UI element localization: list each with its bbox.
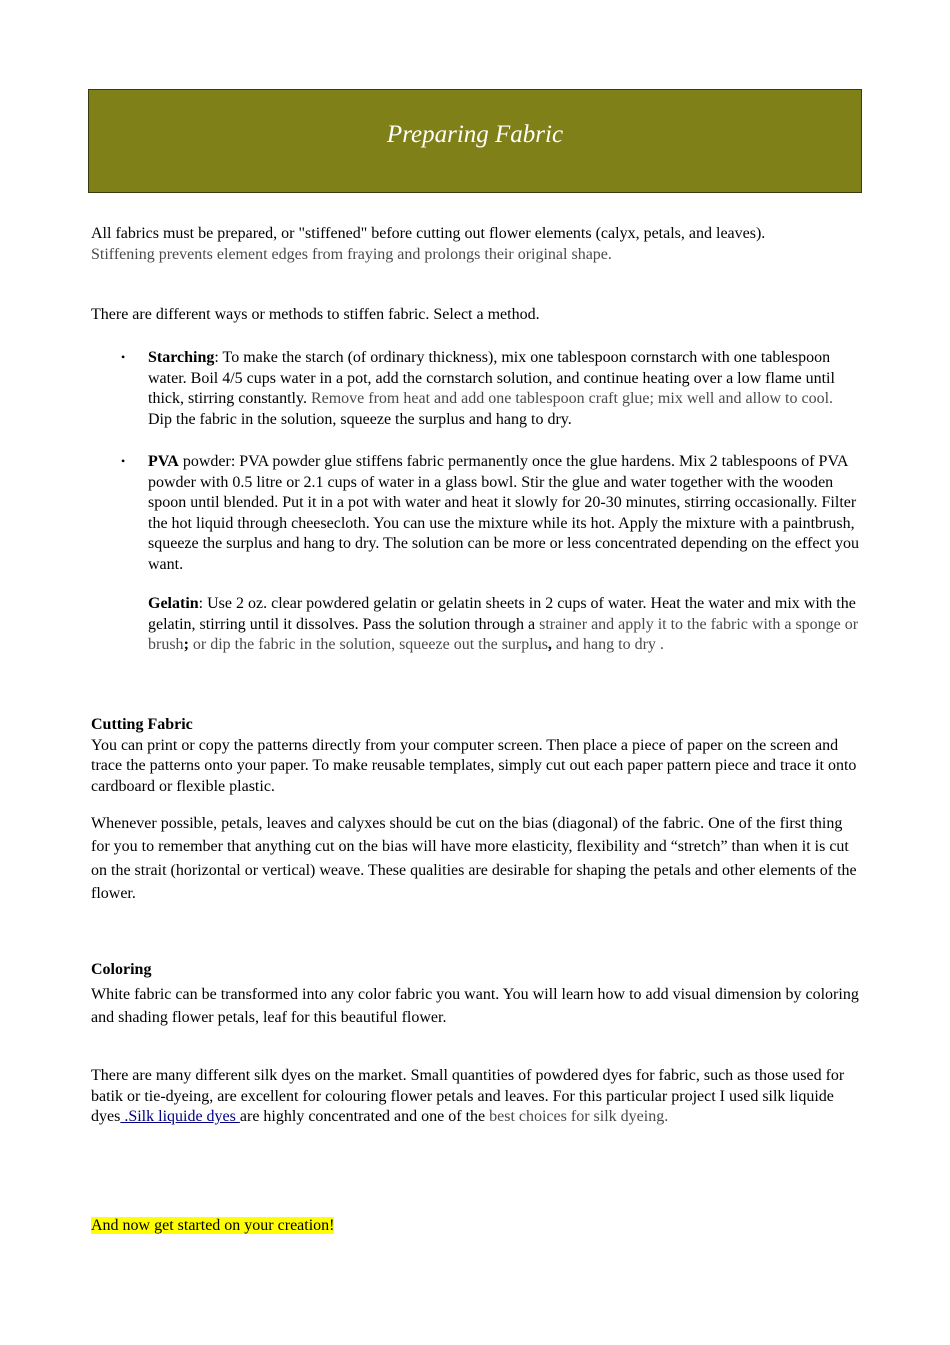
dyes-text-grey: best choices for silk dyeing.: [489, 1108, 669, 1125]
bullet-pva: •: [121, 454, 126, 468]
closing-highlight: And now get started on your creation!: [91, 1217, 335, 1234]
cutting-paragraph-2: Whenever possible, petals, leaves and calyxes should be cut on the bias (diagonal) of the fabric. One of the first thing for you to remember that anything cut on the bias will have more elasticity, flexibility and “stretch” than when it is cut on the strait (horizontal or vertical) weave. These qualities are desirable for shaping the petals and other elements of the flower.: [91, 815, 857, 902]
gelatin-item: [148, 594, 860, 656]
gelatin-text-grey: strainer and apply it to the fabric with a sponge or brush: [148, 615, 859, 653]
methods-intro: There are different ways or methods to stiffen fabric. Select a method.: [91, 306, 540, 323]
starching-text-end: Dip the fabric in the solution, squeeze the surplus and hang to dry.: [148, 410, 572, 428]
title-banner: [88, 89, 862, 193]
pva-item: [148, 452, 862, 575]
closing-line: [91, 1216, 334, 1237]
starching-text: : To make the starch (of ordinary thickness), mix one tablespoon cornstarch with one tablespoon water. Boil 4/5 cups water in a pot, add the cornstarch solution, and continue heating over a low flame until thick, stirring constantly.: [148, 349, 835, 407]
starching-text-grey: Remove from heat and add one tablespoon craft glue; mix well and allow to cool.: [310, 390, 834, 407]
coloring-heading-text: Coloring: [91, 961, 152, 978]
gelatin-term: Gelatin: [148, 595, 199, 612]
coloring-paragraph-1: White fabric can be transformed into any color fabric you want. You will learn how to add visual dimension by coloring and shading flower petals, leaf for this beautiful flower.: [91, 986, 859, 1027]
gelatin-text-grey-2: or dip the fabric in the solution, squeeze out the surplus: [188, 636, 548, 653]
intro-line-1: All fabrics must be prepared, or "stiffened" before cutting out flower elements (calyx, petals, and leaves).: [91, 225, 766, 242]
cutting-section: [91, 715, 861, 797]
gelatin-semicolon: ;: [183, 636, 189, 653]
bullet-starching: •: [121, 350, 126, 364]
pva-term: PVA: [148, 453, 179, 470]
dyes-text: There are many different silk dyes on the market. Small quantities of powdered dyes for fabric, such as those used for batik or tie-dyeing, are excellent for colouring flower petals and leaves. For this particular project I used silk liquide dyes: [91, 1067, 845, 1125]
pva-text: powder: PVA powder glue stiffens fabric permanently once the glue hardens. Mix 2 tablespoons of PVA powder with 0.5 litre or 2.1 cups of water in a glass bowl. Stir the glue and water together with the wooden spoon until blended. Put it in a pot with water and heat it slowly for 20-30 minutes, stirring occasionally. Filter the hot liquid through cheesecloth. You can use the mixture while its hot. Apply the mixture with a paintbrush, squeeze the surplus and hang to dry. The solution can be more or less concentrated depending on the effect you want.: [148, 453, 860, 573]
cutting-paragraph-1: You can print or copy the patterns directly from your computer screen. Then place a piece of paper on the screen and trace the patterns onto your paper. To make reusable templates, simply cut out each paper pattern piece and trace it onto cardboard or flexible plastic.: [91, 736, 857, 795]
dyes-text-2: are highly concentrated and one of the: [239, 1108, 490, 1125]
coloring-paragraph-2: [91, 1066, 861, 1128]
gelatin-text: : Use 2 oz. clear powdered gelatin or gelatin sheets in 2 cups of water. Heat the water and mix with the gelatin, stirring until it dissolves. Pass the solution through a: [148, 595, 856, 633]
intro-paragraph: [91, 224, 851, 265]
gelatin-comma: ,: [547, 636, 552, 653]
starching-item: [148, 348, 860, 430]
gelatin-text-end: and hang to dry .: [551, 636, 664, 653]
intro-line-2: Stiffening prevents element edges from fraying and prolongs their original shape.: [91, 245, 612, 263]
page-title: Preparing Fabric: [386, 121, 564, 148]
starching-term: Starching: [148, 349, 215, 366]
coloring-heading: [91, 960, 151, 981]
cutting-heading: Cutting Fabric: [91, 716, 193, 733]
silk-dyes-link[interactable]: .Silk liquide dyes: [120, 1108, 240, 1125]
